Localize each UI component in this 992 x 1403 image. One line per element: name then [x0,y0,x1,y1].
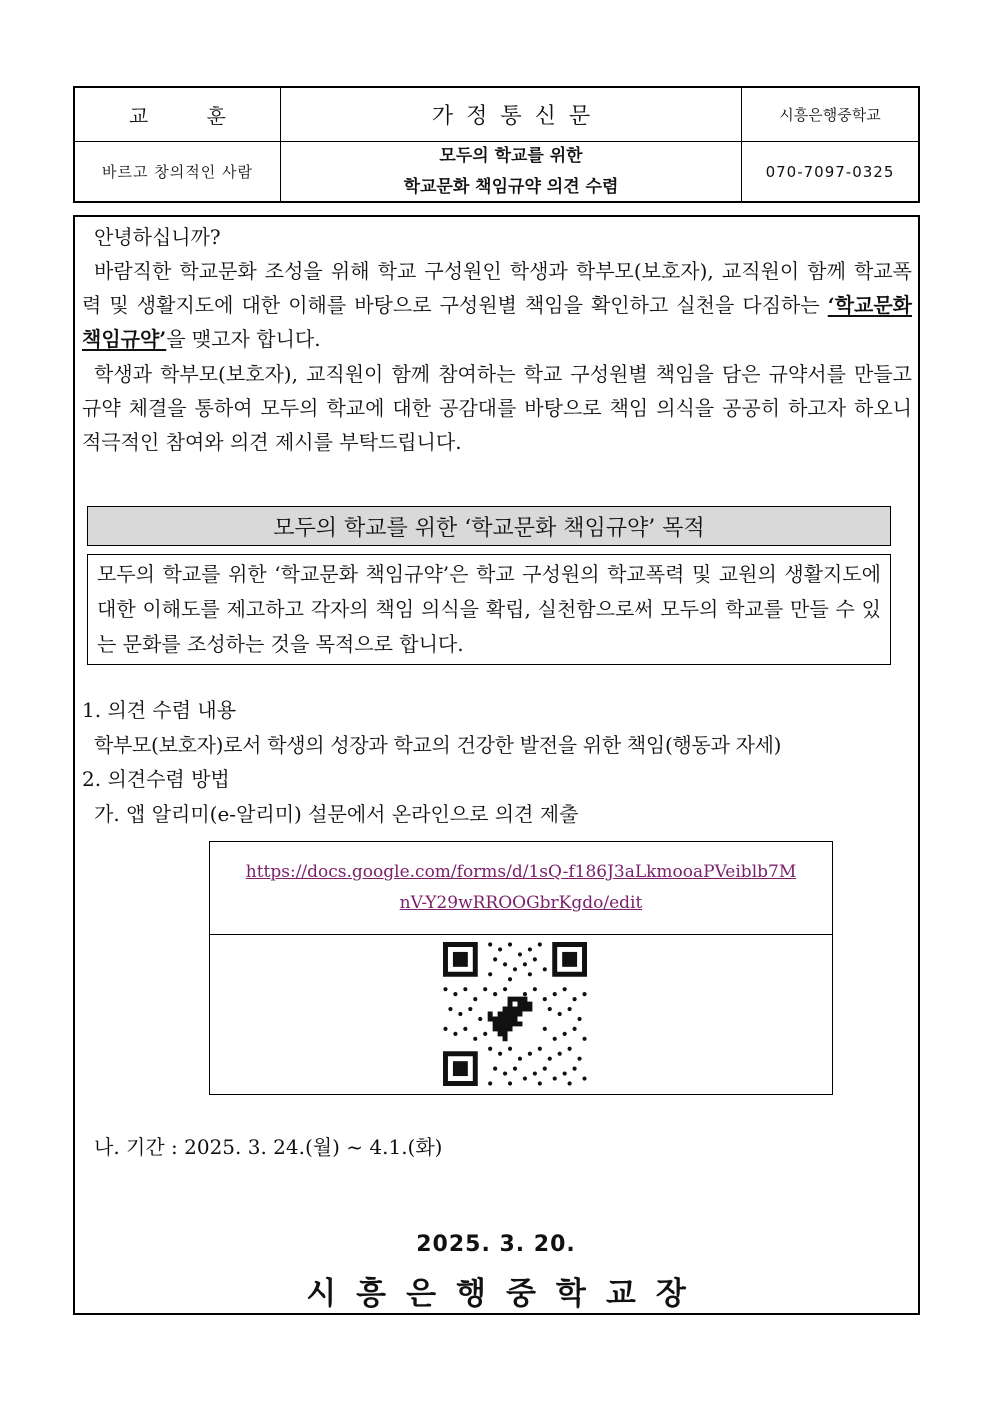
section-1-text: 학부모(보호자)로서 학생의 성장과 학교의 건강한 발전을 위한 책임(행동과 자세) [94,733,782,757]
section-1-heading: 1. 의견 수렴 내용 [82,698,237,722]
header-table [73,86,920,203]
survey-link-box [209,841,833,1095]
subject-line-2: 학교문화 책임규약 의견 수렴 [403,176,619,197]
qr-code-icon[interactable] [443,942,587,1086]
phone-number: 070-7097-0325 [765,162,895,181]
intro-paragraph-1 [82,254,912,356]
document-type: 가정통신문 [431,104,604,129]
section-2-heading: 2. 의견수렴 방법 [82,767,230,791]
signer: 시흥은행중학교장 [306,1276,706,1312]
survey-url-line-2[interactable]: nV-Y29wRROOGbrKgdo/edit [399,893,643,913]
covenant-name: ‘학교문화 책임규약’ [82,293,912,351]
survey-url[interactable] [210,842,832,935]
survey-url-line-1[interactable]: https://docs.google.com/forms/d/1sQ-f186J3aLkmooaPVeiblb7M [245,862,797,882]
subject-line-1: 모두의 학교를 위한 [439,145,583,166]
school-name: 시흥은행중학교 [779,106,881,124]
purpose-title: 모두의 학교를 위한 ‘학교문화 책임규약’ 목적 [87,506,891,546]
purpose-body: 모두의 학교를 위한 ‘학교문화 책임규약’은 학교 구성원의 학교폭력 및 교원의 생활지도에 대한 이해도를 제고하고 각자의 책임 의식을 확립, 실천함으로써 모두의 학교를 만들 수 있는 문화를 조성하는 것을 목적으로 합니다. [87,554,891,665]
notice-subject [281,142,741,201]
section-2-item-a: 가. 앱 알리미(e-알리미) 설문에서 온라인으로 의견 제출 [94,802,579,826]
section-2-item-b: 나. 기간 : 2025. 3. 24.(월) ~ 4.1.(화) [94,1135,443,1159]
intro-p1-text: 바람직한 학교문화 조성을 위해 학교 구성원인 학생과 학부모(보호자), 교직원이 함께 학교폭력 및 생활지도에 대한 이해를 바탕으로 구성원별 책임을 확인하고 실천을 다짐하는 [82,259,912,317]
intro-paragraph-2: 학생과 학부모(보호자), 교직원이 함께 참여하는 학교 구성원별 책임을 담은 규약서를 만들고 규약 체결을 통하여 모두의 학교에 대한 공감대를 바탕으로 책임 의식을 공공히 하고자 하오니 적극적인 참여와 의견 제시를 부탁드립니다. [82,362,912,454]
issue-date: 2025. 3. 20. [416,1232,576,1257]
greeting: 안녕하십니까? [94,225,221,249]
motto-label: 교 훈 [129,104,252,128]
intro-p1-end: 을 맺고자 합니다. [166,327,321,351]
motto-value: 바르고 창의적인 사람 [102,163,253,181]
